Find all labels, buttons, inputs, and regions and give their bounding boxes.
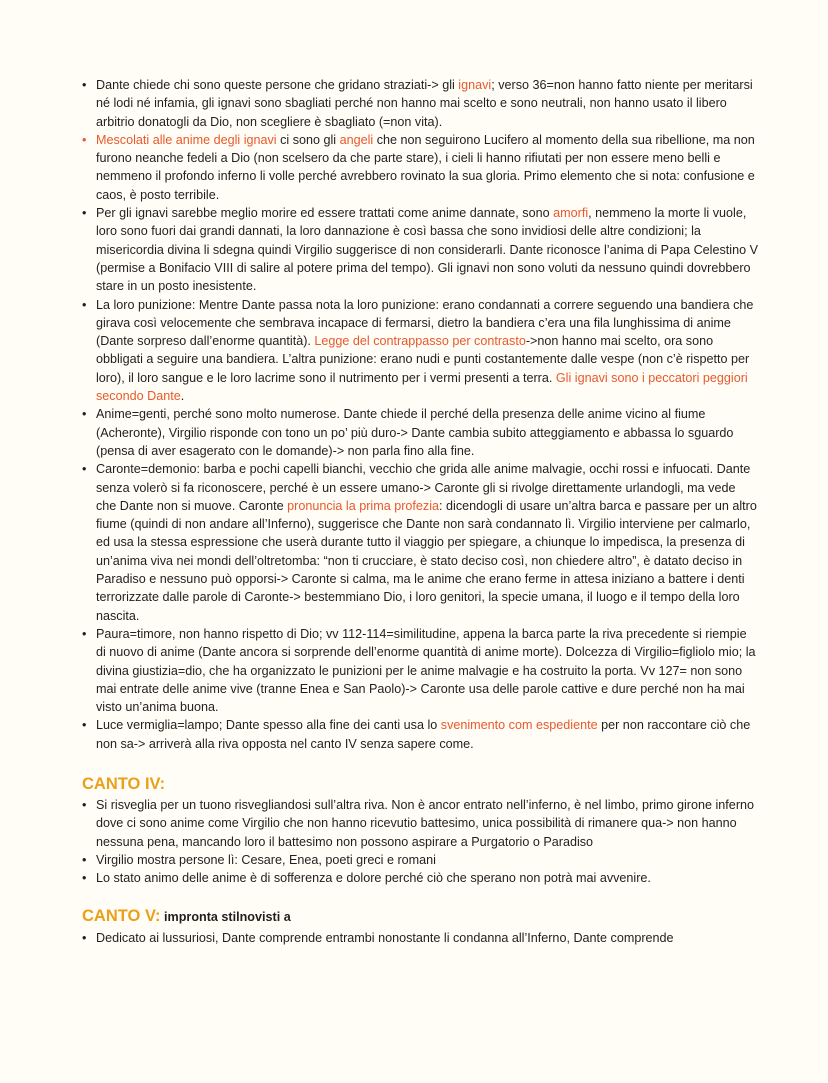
text-segment: ->non hanno mai scelto, ora sono obbligati a seguire una bandiera. L’altra punizione: erano nudi e punti costantemente dalle vespe (non c’è rispetto per loro), il loro sangue e le loro lacrime sono il nutrimento per i vermi presenti a terra.: [96, 334, 750, 385]
text-segment: , nemmeno la morte li vuole, loro sono fuori dai grandi dannati, la loro dannazione è così bassa che sono invidiosi delle altre condizioni; la misericordia divina li sdegna quindi Virgilio suggerisce di non considerarli. Dante riconosce l’anima di Papa Celestino V (permise a Bonifacio VIII di salire al potere prima del tempo). Gli ignavi non sono voluti da nessuno quindi dovrebbero stare in un posto inesistente.: [96, 206, 758, 294]
canto5-bullet-list: [82, 929, 758, 947]
list-item: [82, 405, 758, 460]
list-item: [82, 716, 758, 753]
highlighted-term: Legge del contrappasso per contrasto: [314, 334, 526, 349]
highlighted-term: Mescolati alle anime degli ignavi: [96, 132, 277, 147]
list-item: [82, 131, 758, 204]
text-segment: .: [180, 389, 185, 404]
canto5-heading: [82, 905, 758, 928]
text-segment: Luce vermiglia=lampo; Dante spesso alla fine dei canti usa lo: [96, 718, 441, 733]
list-item: • Dedicato ai lussuriosi, Dante comprende entrambi nonostante li condanna all’Inferno, Dante comprende: [82, 929, 758, 947]
text-segment: che non seguirono Lucifero al momento della sua ribellione, ma non furono neanche fedeli a Dio (non scelsero da che parte stare), i cieli li hanno rifiutati per non essere meno belli e nemmeno il profondo inferno li volle perché avrebbero rovinato la sua gloria. Primo elemento che si nota: confusione e caos, è posto terribile.: [96, 132, 755, 202]
canto4-heading: [82, 773, 758, 795]
canto5-heading-note: impronta stilnovisti a: [160, 910, 291, 925]
text-segment: Dante chiede chi sono queste persone che gridano straziati-> gli: [96, 78, 459, 92]
canto5-heading-text: CANTO V:: [82, 907, 161, 926]
highlighted-term: amorfi: [553, 206, 589, 221]
canto3-bullet-list: [82, 76, 758, 753]
text-segment: La loro punizione: Mentre Dante passa nota la loro punizione: erano condannati a correre seguendo una bandiera che girava così velocemente che sembrava incapace di fermarsi, dietro la bandiera c’era una fila lunghissima di anime (Dante sorpreso dall’enorme quantità).: [96, 297, 754, 349]
list-item: • Lo stato animo delle anime è di sofferenza e dolore perché ciò che sperano non potrà mai avvenire.: [82, 869, 758, 887]
highlighted-term: svenimento com espediente: [440, 718, 598, 733]
text-segment: Caronte=demonio: barba e pochi capelli bianchi, vecchio che grida alle anime malvagie, occhi rossi e infuocati. Dante senza volerò si fa riconoscere, perché è un essere umano-> Caronte gli si rivolge direttamente urlandogli, ma vede che Dante non si muove. Caronte: [96, 462, 751, 513]
list-item: [82, 76, 758, 131]
highlighted-term: pronuncia la prima profezia: [287, 498, 440, 513]
canto4-heading-text: CANTO IV:: [82, 774, 166, 793]
highlighted-term: angeli: [339, 132, 374, 147]
list-item: • Si risveglia per un tuono risvegliandosi sull’altra riva. Non è ancor entrato nell’inferno, è nel limbo, primo girone inferno dove ci sono anime come Virgilio che non hanno ricevutio battesimo, unica possibilità di rimanere qua-> non hanno nessuna pena, mancando loro il battesimo non possono aspirare a Purgatorio o Paradiso: [82, 796, 758, 851]
text-segment: : dicendogli di usare un’altra barca e passare per un altro fiume (quindi di non andare all’Inferno), suggerisce che Dante non sarà condannato lì. Virgilio interviene per calmarlo, ed usa la stessa espressione che userà durante tutto il viaggio per spiegare, a chiunque lo impedisca, la presenza di un’anima viva nei mondi dell’oltretomba: “non ti crucciare, è stato deciso così, non chiedere altro”, è datato deciso in Paradiso e nessuno può opporsi-> Caronte si calma, ma le anime che erano ferme in attesa iniziano a battere i denti terrorizzate dalle parole di Caronte-> bestemmiano Dio, i loro genitori, la specie umana, il luogo e il tempo della loro nascita.: [96, 498, 757, 623]
text-segment: per non raccontare ciò che non sa-> arriverà alla riva opposta nel canto IV senza sapere come.: [96, 718, 751, 751]
text-segment: Paura=timore, non hanno rispetto di Dio; vv 112-114=similitudine, appena la barca parte la riva precedente si riempie di nuovo di anime (Dante ancora si sorprende dell’enorme quantità di anime morte). Dolcezza di Virgilio=figliolo mio; la divina giustizia=dio, che ha organizzato le punizioni per le anime malvagie e ha costruito la porta. Vv 127= non sono mai entrate delle anime vive (tranne Enea e San Paolo)-> Caronte usa delle parole cattive e dure perché non ha mai visto un’anima buona.: [96, 626, 756, 715]
list-item: [82, 625, 758, 716]
list-item: [82, 296, 758, 406]
list-item: [82, 460, 758, 625]
text-segment: ; verso 36=non hanno fatto niente per meritarsi né lodi né infamia, gli ignavi sono sbagliati perché non hanno mai scelto e sono neutrali, non hanno usato il libero arbitrio donatogli da Dio, non scegliere è sbagliato (=non vita).: [96, 78, 753, 129]
list-item: • Virgilio mostra persone lì: Cesare, Enea, poeti greci e romani: [82, 851, 758, 869]
text-segment: Anime=genti, perché sono molto numerose. Dante chiede il perché della presenza delle anime vicino al fiume (Acheronte), Virgilio risponde con tono un po’ più duro-> Dante cambia subito atteggiamento e abbassa lo sguardo (pensa di aver esagerato con le domande)-> non parla fino alla fine.: [96, 407, 734, 458]
list-item: [82, 204, 758, 295]
highlighted-term: Gli ignavi sono i peccatori peggiori secondo Dante: [96, 370, 748, 404]
highlighted-term: ignavi: [458, 78, 492, 92]
text-segment: ci sono gli: [276, 132, 340, 147]
text-segment: Per gli ignavi sarebbe meglio morire ed essere trattati come anime dannate, sono: [96, 206, 554, 221]
canto4-bullet-list: [82, 796, 758, 887]
